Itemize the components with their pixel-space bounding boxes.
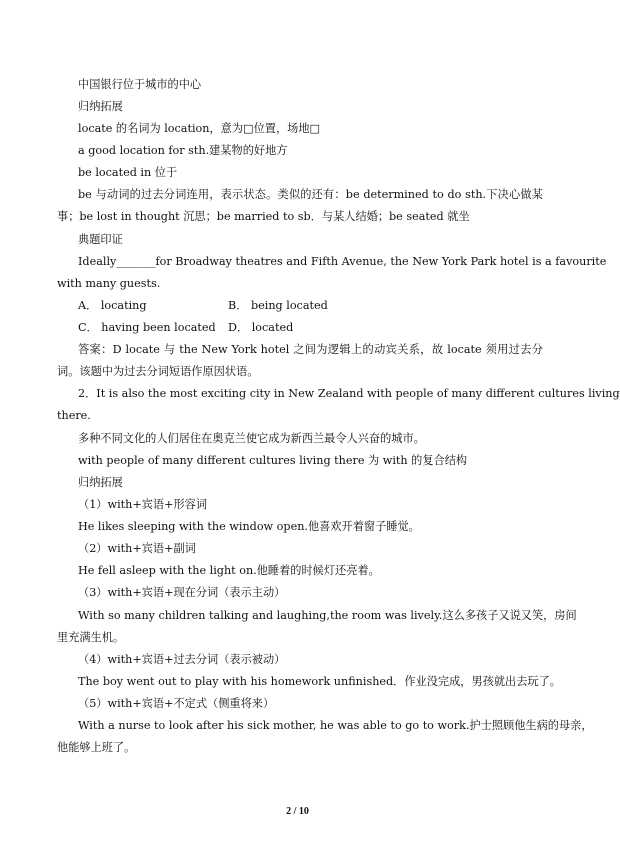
option-a: A． locating bbox=[78, 299, 147, 312]
example-line: The boy went out to play with his homework unfinished．作业没完成，男孩就出去玩了。 bbox=[78, 675, 561, 688]
example-line: With so many children talking and laughing,the room was lively.这么多孩子又说又笑，房间 bbox=[78, 609, 577, 622]
question-stem: with many guests. bbox=[57, 277, 161, 290]
rule-line: （3）with+宾语+现在分词（表示主动） bbox=[78, 586, 286, 599]
example-line: 里充满生机。 bbox=[57, 631, 125, 644]
example-line: 他能够上班了。 bbox=[57, 741, 136, 754]
text-line: be located in 位于 bbox=[78, 166, 178, 179]
option-b: B． being located bbox=[228, 299, 328, 312]
sentence-heading: 2．It is also the most exciting city in New Zealand with people of many different cultures living bbox=[78, 387, 620, 400]
section-heading: 典题印证 bbox=[78, 233, 123, 246]
section-heading: 归纳拓展 bbox=[78, 100, 123, 113]
example-line: He likes sleeping with the window open.他喜欢开着窗子睡觉。 bbox=[78, 520, 420, 533]
text-line: locate 的名词为 location，意为□位置，场地□ bbox=[78, 122, 321, 135]
rule-line: （4）with+宾语+过去分词（表示被动） bbox=[78, 653, 286, 666]
translation: 多种不同文化的人们居住在奥克兰使它成为新西兰最令人兴奋的城市。 bbox=[78, 432, 425, 445]
option-c: C． having been located bbox=[78, 321, 216, 334]
rule-line: （1）with+宾语+形容词 bbox=[78, 498, 208, 511]
example-line: With a nurse to look after his sick mother, he was able to go to work.护士照顾他生病的母亲， bbox=[78, 719, 593, 732]
options-row bbox=[78, 298, 543, 314]
text-line: with people of many different cultures living there 为 with 的复合结构 bbox=[78, 454, 468, 467]
rule-line: （5）with+宾语+不定式（侧重将来） bbox=[78, 697, 275, 710]
section-heading: 归纳拓展 bbox=[78, 476, 123, 489]
page-number: 2 / 10 bbox=[286, 806, 309, 817]
option-d: D． located bbox=[228, 321, 294, 334]
text-line: 事；be lost in thought 沉思；be married to sb．与某人结婚；be seated 就坐 bbox=[57, 210, 470, 223]
text-line: 中国银行位于城市的中心 bbox=[78, 78, 202, 91]
text-line: be 与动词的过去分词连用，表示状态。类似的还有：be determined to do sth.下决心做某 bbox=[78, 188, 543, 201]
sentence-heading: there. bbox=[57, 409, 91, 422]
answer-text: 词。该题中为过去分词短语作原因状语。 bbox=[57, 365, 259, 378]
options-row bbox=[78, 320, 543, 336]
example-line: He fell asleep with the light on.他睡着的时候灯还亮着。 bbox=[78, 564, 380, 577]
text-line: a good location for sth.建某物的好地方 bbox=[78, 144, 288, 157]
question-stem: Ideally_______for Broadway theatres and Fifth Avenue, the New York Park hotel is a favourite bbox=[78, 255, 607, 268]
rule-line: （2）with+宾语+副词 bbox=[78, 542, 196, 555]
answer-text: 答案：D locate 与 the New York hotel 之间为逻辑上的动宾关系，故 locate 须用过去分 bbox=[78, 343, 543, 356]
